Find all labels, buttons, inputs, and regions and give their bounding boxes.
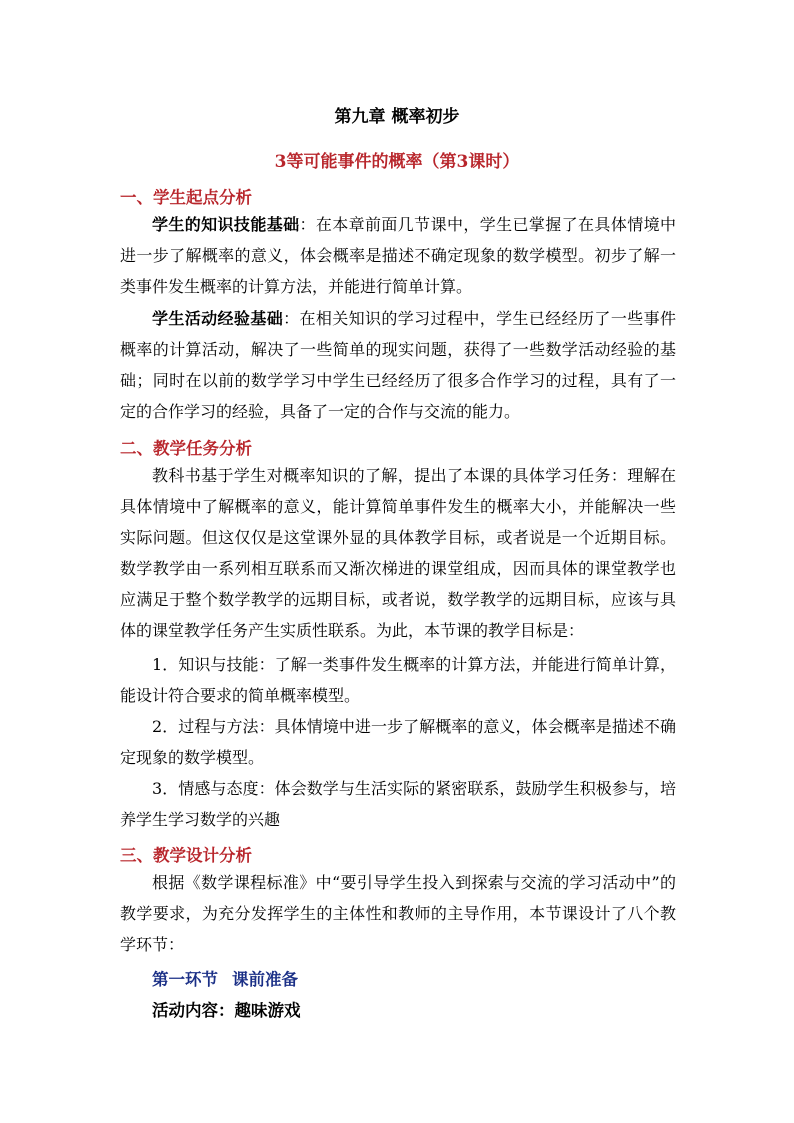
- section1-paragraph-2: [120, 303, 676, 427]
- lesson-subtitle: 3等可能事件的概率（第3课时）: [274, 152, 520, 172]
- chapter-title: 第九章 概率初步: [334, 107, 460, 127]
- activity-experience-text: ：在相关知识的学习过程中，学生已经经历了一些事件概率的计算活动，解决了一些简单的现实问题，获得了一些数学活动经验的基础；同时在以前的数学学习中学生已经经历了很多合作学习的过程，具有了一定的合作学习的经验，具备了一定的合作与交流的能力。: [120, 309, 676, 421]
- knowledge-base-text: ：在本章前面几节课中，学生已掌握了在具体情境中进一步了解概率的意义，体会概率是描述不确定现象的数学模型。初步了解一类事件发生概率的计算方法，并能进行简单计算。: [120, 215, 676, 296]
- section1-heading: 一、学生起点分析: [120, 188, 252, 207]
- section3-paragraph-1: 根据《数学课程标准》中“要引导学生投入到探索与交流的学习活动中”的教学要求，为充分发挥学生的主体性和教师的主导作用，本节课设计了八个教学环节：: [120, 873, 676, 954]
- goal-knowledge: 1．知识与技能：了解一类事件发生概率的计算方法，并能进行简单计算，能设计符合要求的简单概率模型。: [120, 655, 676, 705]
- step-1-name: 课前准备: [232, 970, 298, 989]
- section1-paragraph-1: [120, 209, 676, 302]
- activity-experience-label: 学生活动经验基础: [152, 309, 284, 328]
- section2-paragraph-1: 教科书基于学生对概率知识的了解，提出了本课的具体学习任务：理解在具体情境中了解概率的意义，能计算简单事件发生的概率大小，并能解决一些实际问题。但这仅仅是这堂课外显的具体教学目标，或者说是一个近期目标。数学教学由一系列相互联系而又渐次梯进的课堂组成，因而具体的课堂教学也应满足于整个数学教学的远期目标，或者说，数学教学的远期目标，应该与具体的课堂教学任务产生实质性联系。为此，本节课的教学目标是：: [120, 466, 676, 640]
- goal-process: 2．过程与方法：具体情境中进一步了解概率的意义，体会概率是描述不确定现象的数学模型。: [120, 717, 676, 767]
- knowledge-base-label: 学生的知识技能基础: [152, 215, 300, 234]
- step-1-label: 第一环节: [152, 970, 218, 989]
- activity-content: 活动内容：趣味游戏: [152, 1001, 301, 1020]
- step-1-heading: [152, 966, 298, 990]
- goal-emotion: 3．情感与态度：体会数学与生活实际的紧密联系，鼓励学生积极参与，培养学生学习数学的兴趣: [120, 779, 676, 829]
- section2-heading: 二、教学任务分析: [120, 439, 252, 458]
- section3-heading: 三、教学设计分析: [120, 846, 252, 865]
